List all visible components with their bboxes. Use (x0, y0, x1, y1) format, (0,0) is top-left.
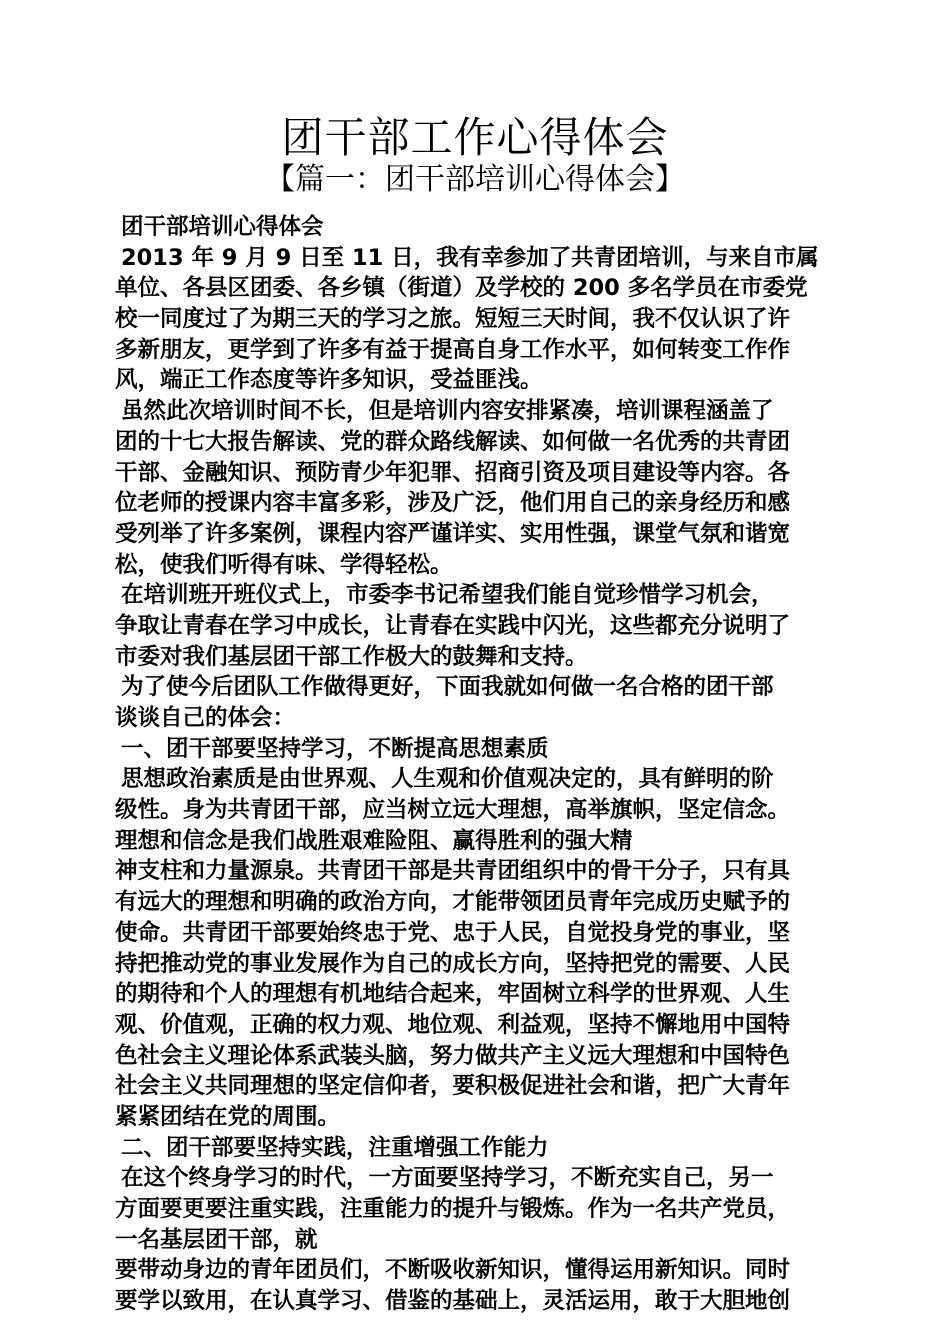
body-line: 风，端正工作态度等许多知识，受益匪浅。 (115, 367, 543, 394)
body-line: 单位、各县区团委、各乡镇（街道）及学校的 200 多名学员在市委党 (115, 275, 808, 302)
body-line: 松，使我们听得有味、学得轻松。 (115, 551, 453, 578)
body-line: 神支柱和力量源泉。共青团干部是共青团组织中的骨干分子，只有具 (115, 858, 791, 885)
body-line: 谈谈自己的体会： (115, 705, 296, 731)
body-line: 色社会主义理论体系武装头脑，努力做共产主义远大理想和中国特色 (115, 1042, 791, 1069)
body-line: 争取让青春在学习中成长，让青春在实践中闪光，这些都充分说明了 (115, 612, 791, 639)
body-line: 方面要更要注重实践，注重能力的提升与锻炼。作为一名共产党员， (115, 1196, 791, 1222)
body-line: 在培训班开班仪式上，市委李书记希望我们能自觉珍惜学习机会， (121, 582, 774, 609)
body-line: 要带动身边的青年团员们，不断吸收新知识，懂得运用新知识。同时 (115, 1257, 791, 1284)
body-line: 在这个终身学习的时代，一方面要坚持学习，不断充实自己，另一 (121, 1165, 774, 1192)
body-line: 位老师的授课内容丰富多彩，涉及广泛，他们用自己的亲身经历和感 (115, 490, 791, 517)
body-line: 观、价值观，正确的权力观、地位观、利益观，坚持不懈地用中国特 (115, 1011, 791, 1038)
body-line: 2013 年 9 月 9 日至 11 日，我有幸参加了共青团培训，与来自市属 (121, 244, 819, 271)
body-line: 持把推动党的事业发展作为自己的成长方向，坚持把党的需要、人民 (115, 950, 791, 977)
body-line: 社会主义共同理想的坚定信仰者，要积极促进社会和谐，把广大青年 (115, 1073, 791, 1100)
body-line: 一名基层团干部，就 (115, 1226, 318, 1253)
body-line: 为了使今后团队工作做得更好，下面我就如何做一名合格的团干部 (121, 674, 774, 701)
body-line: 虽然此次培训时间不长，但是培训内容安排紧凑，培训课程涵盖了 (121, 398, 774, 425)
document-title: 团干部工作心得体会 (281, 113, 669, 162)
body-line: 思想政治素质是由世界观、人生观和价值观决定的，具有鲜明的阶 (121, 766, 774, 793)
body-line: 一、团干部要坚持学习，不断提高思想素质 (121, 735, 549, 762)
document-subtitle: 【篇一：团干部培训心得体会】 (265, 162, 685, 197)
body-line: 要学以致用，在认真学习、借鉴的基础上，灵活运用，敢于大胆地创 (115, 1288, 791, 1315)
body-line: 干部、金融知识、预防青少年犯罪、招商引资及项目建设等内容。各 (115, 459, 791, 486)
body-line: 理想和信念是我们战胜艰难险阻、赢得胜利的强大精 (115, 827, 633, 854)
body-line: 多新朋友，更学到了许多有益于提高自身工作水平，如何转变工作作 (115, 336, 791, 363)
body-line: 紧紧团结在党的周围。 (115, 1103, 341, 1130)
body-line: 团的十七大报告解读、党的群众路线解读、如何做一名优秀的共青团 (115, 428, 791, 455)
body-line: 校一同度过了为期三天的学习之旅。短短三天时间，我不仅认识了许 (115, 306, 791, 333)
body-line: 受列举了许多案例，课程内容严谨详实、实用性强，课堂气氛和谐宽 (115, 520, 791, 547)
body-line: 有远大的理想和明确的政治方向，才能带领团员青年完成历史赋予的 (115, 889, 791, 916)
body-line: 团干部培训心得体会 (121, 214, 324, 240)
body-line: 的期待和个人的理想有机地结合起来，牢固树立科学的世界观、人生 (115, 981, 791, 1008)
body-line: 二、团干部要坚持实践，注重增强工作能力 (121, 1134, 549, 1161)
body-line: 级性。身为共青团干部，应当树立远大理想，高举旗帜，坚定信念。 (115, 797, 791, 824)
body-line: 市委对我们基层团干部工作极大的鼓舞和支持。 (115, 643, 588, 670)
document-body (115, 212, 840, 1317)
body-line: 使命。共青团干部要始终忠于党、忠于人民，自觉投身党的事业，坚 (115, 919, 791, 946)
